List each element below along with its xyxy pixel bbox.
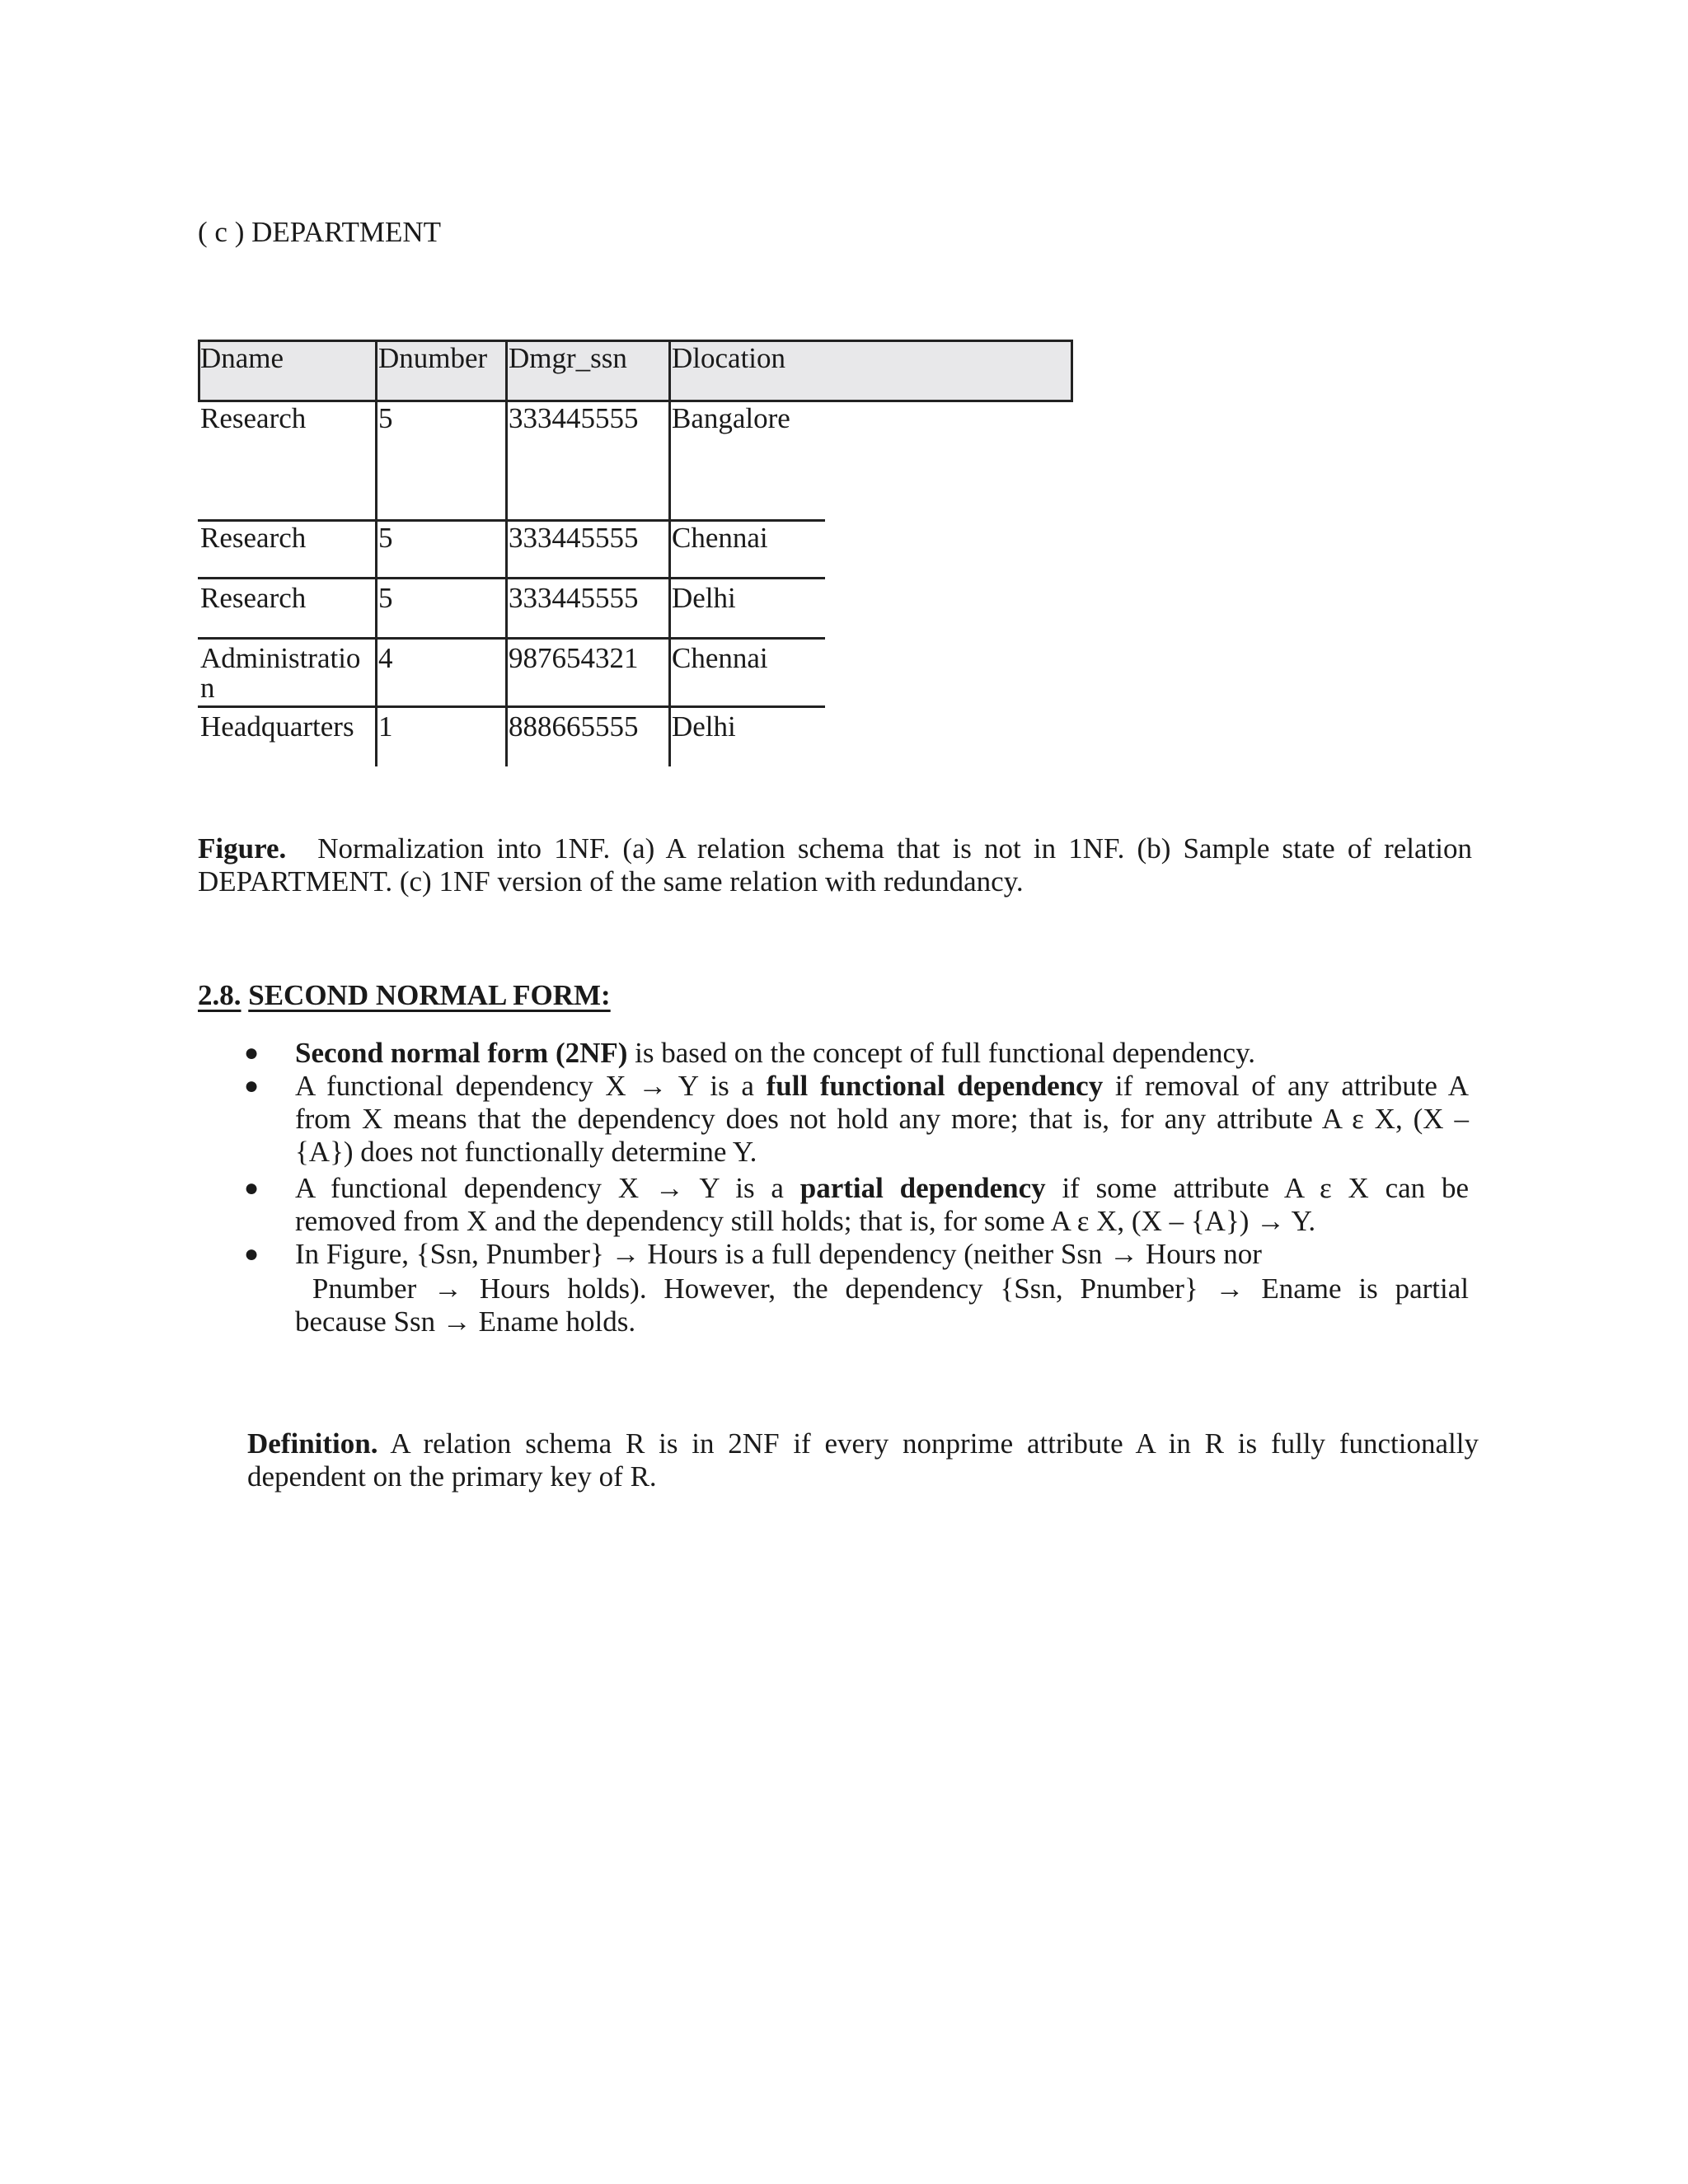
definition-line-2: dependent on the primary key of R. xyxy=(247,1460,657,1493)
list-item: In Figure, {Ssn, Pnumber} → Hours is a full dependency (neither Ssn → Hours nor xyxy=(295,1238,1262,1270)
list-item xyxy=(295,1172,1469,1205)
table-grid-line xyxy=(198,577,825,579)
figure-caption-text: Normalization into 1NF. (a) A relation schema that is not in 1NF. (b) Sample state of relation xyxy=(317,832,1472,865)
figure-caption-line-2: DEPARTMENT. (c) 1NF version of the same relation with redundancy. xyxy=(198,865,1024,898)
cell-dname: Administratio xyxy=(200,642,361,674)
cell-dname-wrap: n xyxy=(200,672,215,704)
list-item-text: A functional dependency X → Y is a xyxy=(295,1070,767,1102)
section-title: SECOND NORMAL FORM: xyxy=(248,979,611,1011)
definition-text: A relation schema R is in 2NF if every nonprime attribute A in R is fully functionally xyxy=(377,1427,1479,1460)
cell-dnumber: 1 xyxy=(378,710,393,743)
cell-dlocation: Chennai xyxy=(672,522,768,554)
list-item-text: is based on the concept of full functional dependency. xyxy=(627,1037,1256,1069)
table-header-row xyxy=(198,340,1073,402)
bullet-dot: ● xyxy=(244,1072,260,1099)
list-item xyxy=(295,1037,1469,1070)
cell-dnumber: 5 xyxy=(378,522,393,554)
cell-dmgr-ssn: 333445555 xyxy=(509,402,639,434)
bold-term: partial dependency xyxy=(799,1172,1046,1204)
cell-dnumber: 5 xyxy=(378,582,393,614)
cell-dnumber: 5 xyxy=(378,402,393,434)
section-number: 2.8. xyxy=(198,979,241,1011)
list-item-line: {A}) does not functionally determine Y. xyxy=(295,1136,757,1168)
table-grid-line xyxy=(668,340,671,402)
table-grid-line xyxy=(375,340,377,402)
list-item-line: Pnumber → Hours holds). However, the dependency {Ssn, Pnumber} → Ename is partial xyxy=(295,1272,1469,1305)
list-item-text: A functional dependency X → Y is a xyxy=(295,1172,800,1204)
bullet-dot: ● xyxy=(244,1240,260,1268)
cell-dname: Headquarters xyxy=(200,710,354,743)
list-item-text: if some attribute A ε X can be xyxy=(1045,1172,1470,1204)
cell-dname: Research xyxy=(200,522,307,554)
definition-line-1 xyxy=(247,1427,1479,1460)
definition-label: Definition. xyxy=(247,1427,378,1460)
section-caption-c: ( c ) DEPARTMENT xyxy=(198,216,442,248)
cell-dlocation: Delhi xyxy=(672,582,736,614)
table-grid-line xyxy=(505,340,508,402)
table-grid-line xyxy=(668,402,671,766)
column-header-dmgr-ssn: Dmgr_ssn xyxy=(509,342,627,374)
figure-label: Figure. xyxy=(198,832,287,865)
list-item xyxy=(295,1070,1469,1103)
bold-term: Second normal form (2NF) xyxy=(295,1037,628,1069)
list-item-line: from X means that the dependency does not hold any more; that is, for any attribute A ε X, (X – xyxy=(295,1103,1469,1135)
cell-dlocation: Bangalore xyxy=(672,402,790,434)
table-grid-line xyxy=(198,637,825,640)
column-header-dname: Dname xyxy=(200,342,284,374)
table-grid-line xyxy=(375,402,377,766)
cell-dmgr-ssn: 888665555 xyxy=(509,710,639,743)
cell-dlocation: Delhi xyxy=(672,710,736,743)
bold-term: full functional dependency xyxy=(766,1070,1104,1102)
list-item-line: because Ssn → Ename holds. xyxy=(295,1305,636,1338)
section-heading xyxy=(198,979,611,1012)
bullet-dot: ● xyxy=(244,1174,260,1202)
column-header-dlocation: Dlocation xyxy=(672,342,786,374)
bullet-dot: ● xyxy=(244,1039,260,1066)
figure-caption-line-1 xyxy=(198,832,1472,865)
list-item-line: removed from X and the dependency still holds; that is, for some A ε X, (X – {A}) → Y. xyxy=(295,1205,1316,1237)
column-header-dnumber: Dnumber xyxy=(378,342,488,374)
cell-dmgr-ssn: 333445555 xyxy=(509,582,639,614)
table-grid-line xyxy=(198,705,825,708)
cell-dmgr-ssn: 333445555 xyxy=(509,522,639,554)
cell-dmgr-ssn: 987654321 xyxy=(509,642,639,674)
cell-dname: Research xyxy=(200,582,307,614)
cell-dname: Research xyxy=(200,402,307,434)
table-grid-line xyxy=(505,402,508,766)
cell-dnumber: 4 xyxy=(378,642,393,674)
cell-dlocation: Chennai xyxy=(672,642,768,674)
list-item-text: if removal of any attribute A xyxy=(1103,1070,1469,1102)
